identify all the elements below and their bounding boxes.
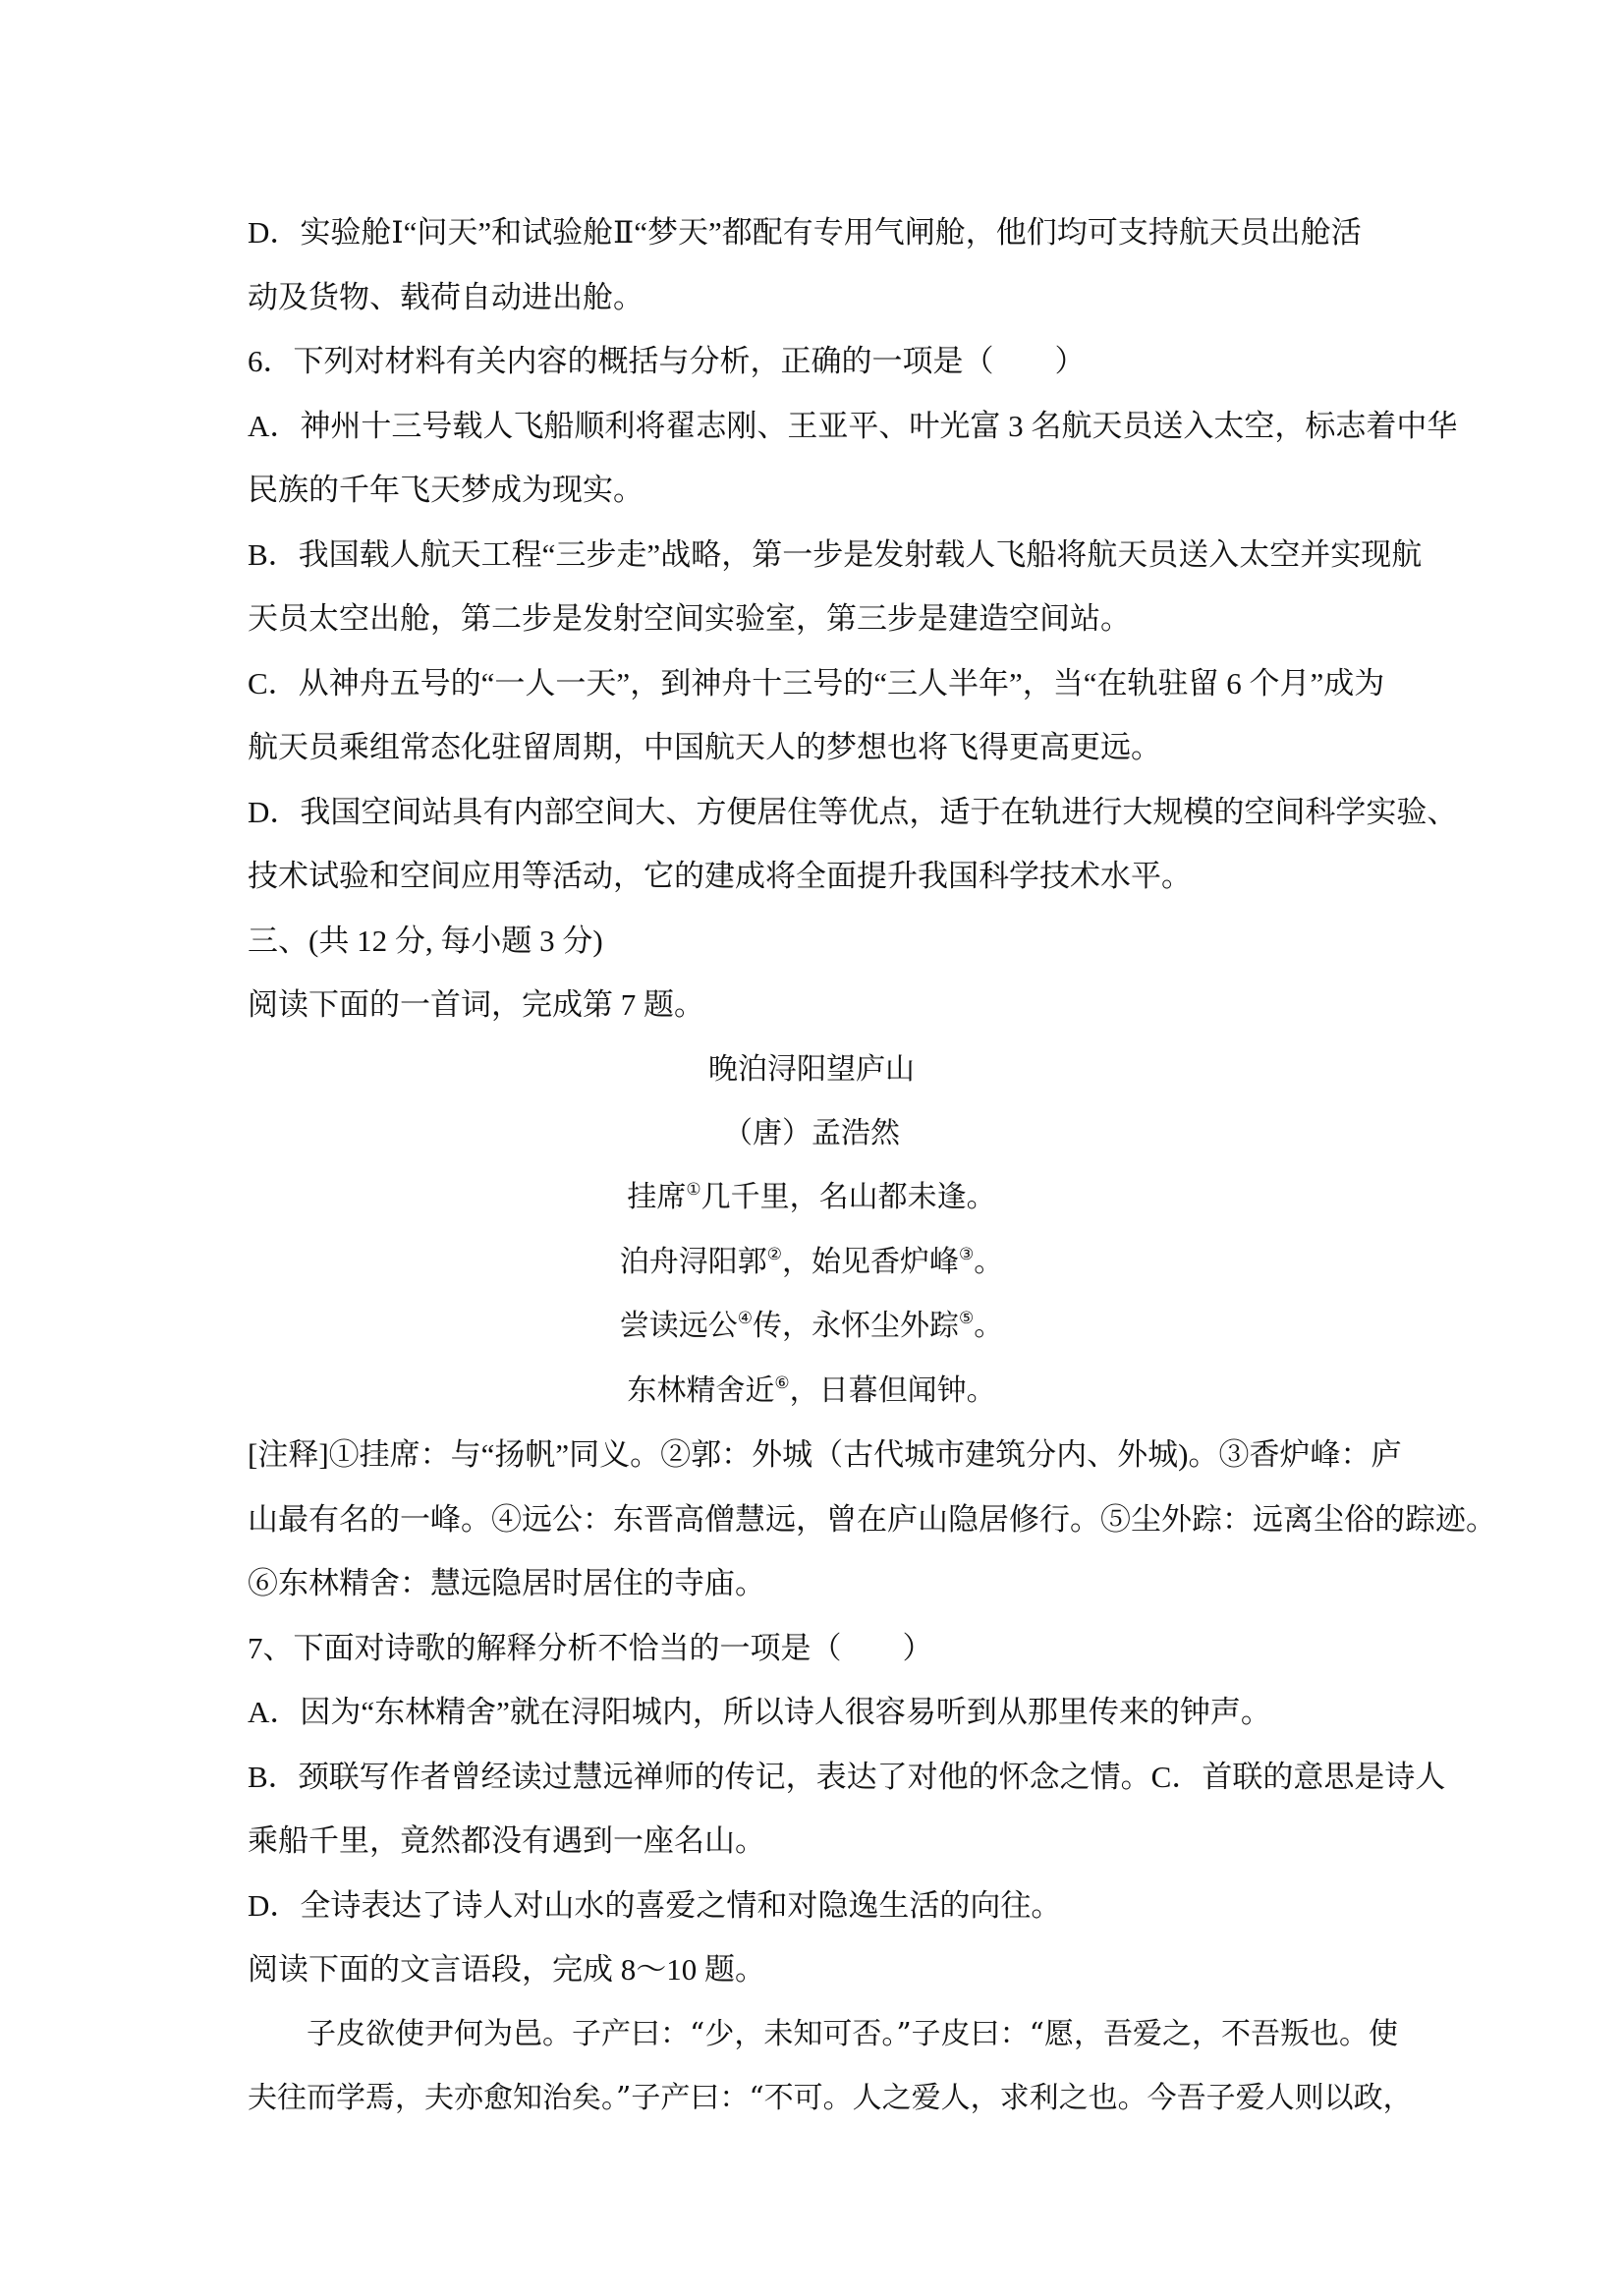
q6-option-b-line2: 天员太空出舱，第二步是发射空间实验室，第三步是建造空间站。	[248, 601, 1131, 636]
note-marker: ⑥	[774, 1373, 790, 1393]
q7-option-b-line1: B．颈联写作者曾经读过慧远禅师的传记，表达了对他的怀念之情。C．首联的意思是诗人	[248, 1760, 1446, 1794]
annotation-line2: 山最有名的一峰。④远公：东晋高僧慧远，曾在庐山隐居修行。⑤尘外踪：远离尘俗的踪迹。	[248, 1502, 1496, 1537]
q6-option-a-line2: 民族的千年飞天梦成为现实。	[248, 473, 644, 507]
q7-option-d: D．全诗表达了诗人对山水的喜爱之情和对隐逸生活的向往。	[248, 1888, 1062, 1923]
poem-line: 挂席①几千里，名山都未逢。	[627, 1180, 996, 1214]
poem-title: 晚泊浔阳望庐山	[708, 1052, 915, 1087]
classical-intro: 阅读下面的文言语段，完成 8～10 题。	[248, 1952, 765, 1987]
annotation-line1: [注释]①挂席：与“扬帆”同义。②郭：外城（古代城市建筑分内、外城)。③香炉峰：庐	[248, 1437, 1402, 1472]
q6-option-a-line1: A．神州十三号载人飞船顺利将翟志刚、王亚平、叶光富 3 名航天员送入太空，标志着中华	[248, 409, 1458, 443]
annotation-line3: ⑥东林精舍：慧远隐居时居住的寺庙。	[248, 1566, 765, 1600]
classical-text-line1: 子皮欲使尹何为邑。子产曰：“少，未知可否。”子皮曰：“愿，吾爱之，不吾叛也。使	[248, 2017, 1399, 2051]
note-marker: ③	[959, 1245, 975, 1264]
q7-option-a: A．因为“东林精舍”就在浔阳城内，所以诗人很容易听到从那里传来的钟声。	[248, 1695, 1271, 1729]
q7-stem: 7、下面对诗歌的解释分析不恰当的一项是（ ）	[248, 1631, 933, 1665]
poem-author: （唐）孟浩然	[723, 1116, 900, 1150]
note-marker: ①	[686, 1180, 701, 1200]
classical-text-line2: 夫往而学焉，夫亦愈知治矣。”子产曰：“不可。人之爱人，求利之也。今吾子爱人则以政，	[248, 2081, 1413, 2115]
q6-option-c-line1: C．从神舟五号的“一人一天”，到神舟十三号的“三人半年”，当“在轨驻留 6 个月”成为	[248, 666, 1385, 700]
note-marker: ⑤	[959, 1309, 975, 1328]
q6-stem: 6．下列对材料有关内容的概括与分析，正确的一项是（ ）	[248, 344, 1086, 378]
poem-line: 泊舟浔阳郭②，始见香炉峰③。	[619, 1245, 1004, 1279]
q6-option-d-line1: D．我国空间站具有内部空间大、方便居住等优点，适于在轨进行大规模的空间科学实验、	[248, 795, 1458, 829]
q5-option-d-line2: 动及货物、载荷自动进出舱。	[248, 280, 644, 314]
q6-option-c-line2: 航天员乘组常态化驻留周期，中国航天人的梦想也将飞得更高更远。	[248, 730, 1161, 764]
section-heading: 三、(共 12 分, 每小题 3 分)	[248, 924, 603, 958]
q6-option-b-line1: B．我国载人航天工程“三步走”战略，第一步是发射载人飞船将航天员送入太空并实现航	[248, 537, 1423, 572]
poem-line: 尝读远公④传，永怀尘外踪⑤。	[619, 1309, 1004, 1343]
q6-option-d-line2: 技术试验和空间应用等活动，它的建成将全面提升我国科学技术水平。	[248, 859, 1192, 893]
poem-line: 东林精舍近⑥，日暮但闻钟。	[627, 1373, 996, 1408]
section-intro: 阅读下面的一首词，完成第 7 题。	[248, 987, 704, 1022]
note-marker: ④	[737, 1309, 753, 1328]
note-marker: ②	[766, 1245, 782, 1264]
q5-option-d-line1: D．实验舱Ⅰ“问天”和试验舱Ⅱ“梦天”都配有专用气闸舱，他们均可支持航天员出舱活	[248, 215, 1362, 250]
q7-option-b-line2: 乘船千里，竟然都没有遇到一座名山。	[248, 1823, 765, 1858]
